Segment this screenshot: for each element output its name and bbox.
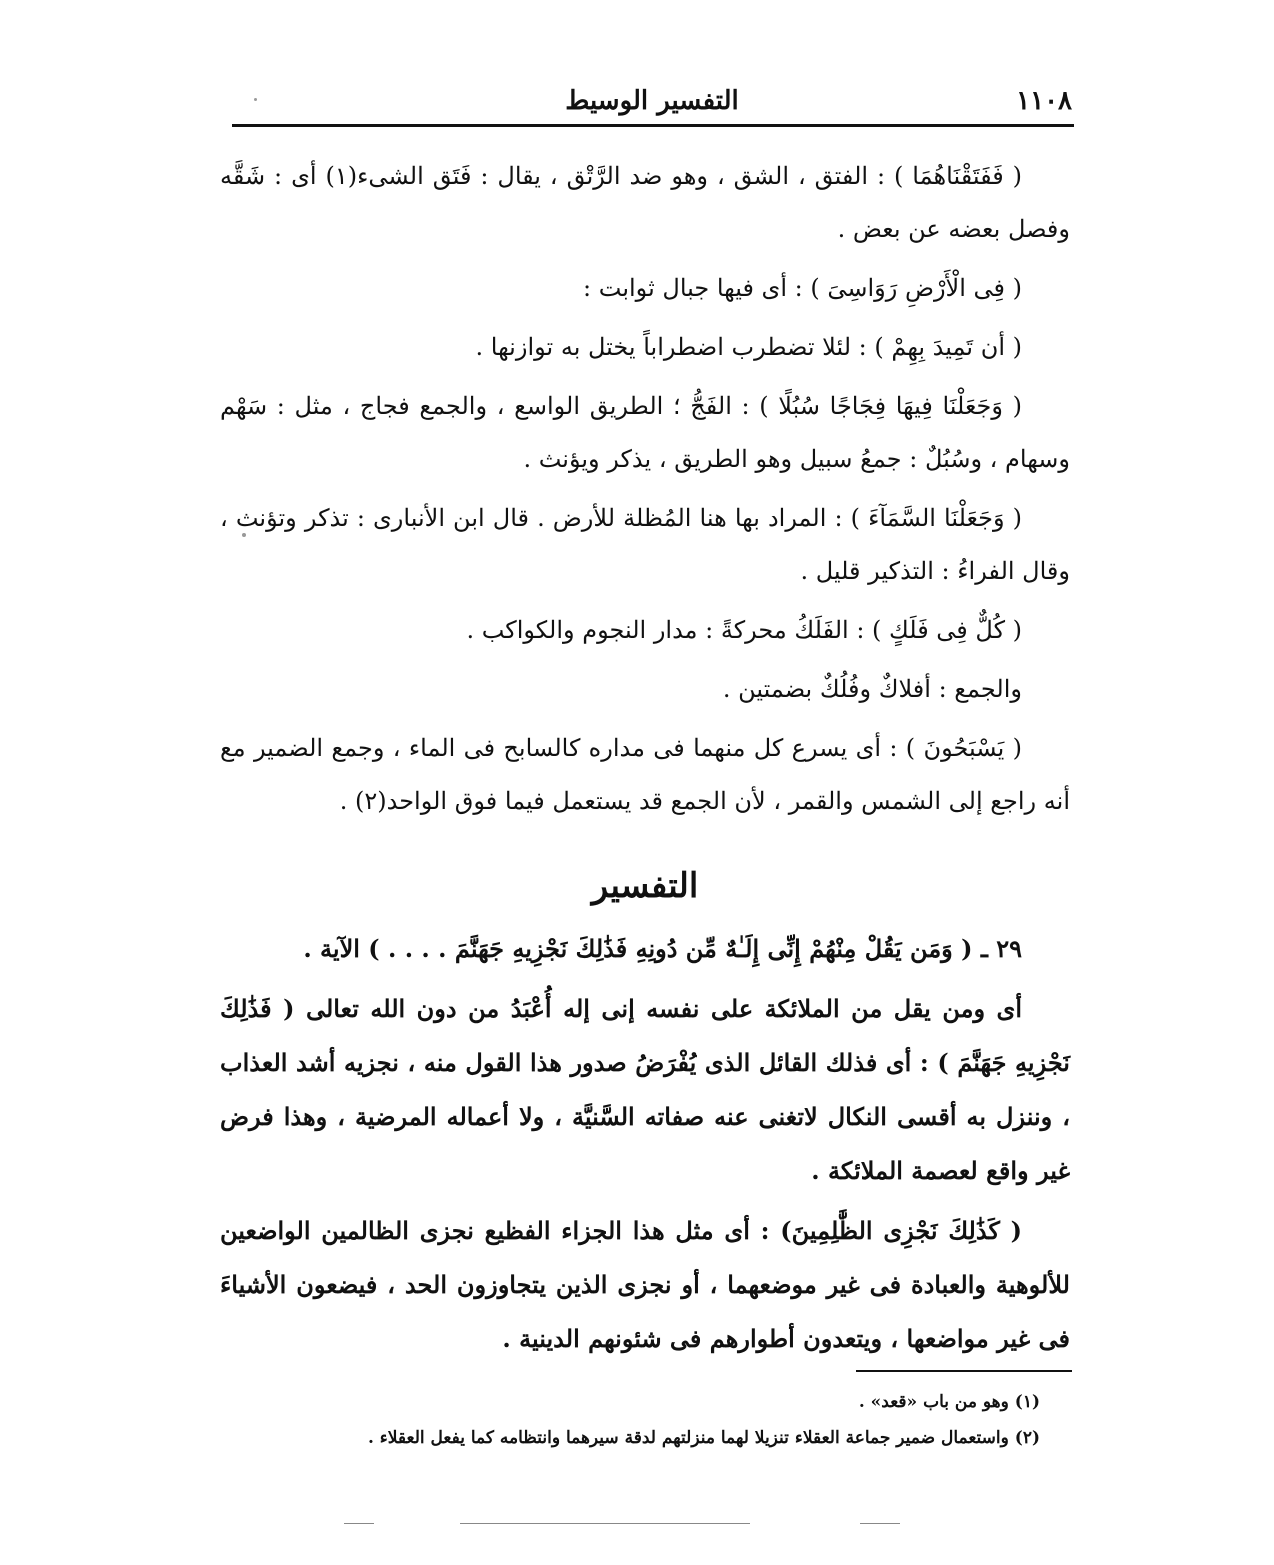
scan-mark [860,1523,900,1524]
glossary-paragraph: ( فَفَتَقْنَاهُمَا ) : الفتق ، الشق ، وهو ضد الرَّتْق ، يقال : فَتَق الشىء(١) أى : شَقَّه وفصل بعضه عن بعض . [220,162,1070,243]
scan-speck [242,533,246,537]
glossary-paragraph: ( وَجَعَلْنَا السَّمَآءَ ) : المراد بها هنا المُظلة للأرض . قال ابن الأنبارى : تذكر وتؤنث ، وقال الفراءُ : التذكير قليل . [220,504,1070,585]
page-header [232,82,1072,122]
footnote: (١) وهو من باب «قعد» . [858,1392,1040,1412]
glossary-section [220,150,1070,834]
tafsir-paragraph: أى ومن يقل من الملائكة على نفسه إنى إله أُعْبَدُ من دون الله تعالى ( فَذَٰلِكَ نَجْزِيهِ جَهَنَّمَ ) : أى فذلك القائل الذى يُفْرَضُ صدور هذا القول منه ، نجزيه أشد العذاب ، وننزل به أقسى النكال لاتغنى عنه صفاته السَّنيَّة ، ولا أعماله المرضية ، وهذا فرض غير واقع لعصمة الملائكة . [220,994,1070,1185]
glossary-paragraph: ( فِى الْأَرْضِ رَوَاسِىَ ) : أى فيها جبال ثوابت : [583,274,1022,302]
scan-mark [460,1523,750,1524]
footnote-rule [856,1370,1072,1372]
scan-speck [254,98,257,101]
footnotes [300,1384,1040,1456]
section-heading: التفسير [591,866,699,906]
glossary-paragraph: ( كُلٌّ فِى فَلَكٍ ) : الفَلَكُ محركةً : مدار النجوم والكواكب . [466,616,1022,644]
scan-mark [344,1523,374,1524]
glossary-paragraph: ( وَجَعَلْنَا فِيهَا فِجَاجًا سُبُلًا ) : الفَجُّ ؛ الطريق الواسع ، والجمع فجاج ، مثل : سَهْم وسهام ، وسُبُلٌ : جمعُ سبيل وهو الطريق ، يذكر ويؤنث . [220,392,1070,473]
tafsir-paragraph: ٢٩ ـ ( وَمَن يَقُلْ مِنْهُمْ إِنِّى إِلَـٰهٌ مِّن دُونِهِ فَذَٰلِكَ نَجْزِيهِ جَهَنَّمَ . . . . ) الآية . [303,934,1022,963]
page-number: ١١٠٨ [1016,86,1072,116]
glossary-paragraph: ( يَسْبَحُونَ ) : أى يسرع كل منهما فى مداره كالسابح فى الماء ، وجمع الضمير مع أنه راجع إلى الشمس والقمر ، لأن الجمع قد يستعمل فيما فوق الواحد(٢) . [220,734,1070,815]
glossary-paragraph: ( أن تَمِيدَ بِهِمْ ) : لئلا تضطرب اضطراباً يختل به توازنها . [475,333,1022,361]
footnote: (٢) واستعمال ضمير جماعة العقلاء تنزيلا لهما منزلتهم لدقة سيرهما وانتظامه كما يفعل العقلاء . [367,1428,1040,1448]
glossary-paragraph: والجمع : أفلاكٌ وفُلُكٌ بضمتين . [722,675,1022,703]
tafsir-section [220,922,1070,1372]
running-title: التفسير الوسيط [565,86,739,116]
tafsir-paragraph: ( كَذَٰلِكَ نَجْزِى الظَّٰلِمِينَ) : أى مثل هذا الجزاء الفظيع نجزى الظالمين الواضعين للألوهية والعبادة فى غير موضعهما ، أو نجزى الذين يتجاوزون الحد ، فيضعون الأشياءَ فى غير مواضعها ، ويتعدون أطوارهم فى شئونهم الدينية . [220,1216,1070,1353]
header-rule [232,124,1074,127]
